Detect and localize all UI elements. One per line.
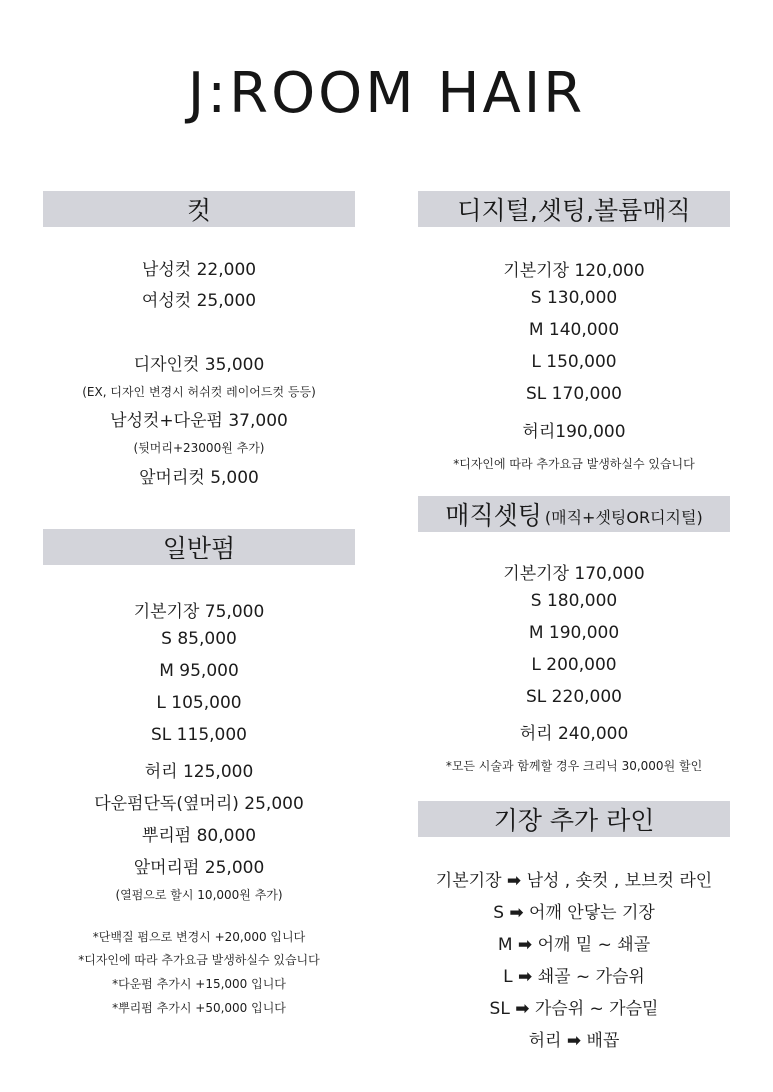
salon-title: J:ROOM HAIR [187,61,586,126]
perm-item: S 85,000 [161,629,237,649]
right-arrow-icon: ➡ [509,903,524,923]
length-row [388,962,760,987]
cut-header [43,191,355,227]
cut-item: 디자인컷 35,000 [133,355,265,375]
cut-item: 여성컷 25,000 [141,291,257,311]
length-row [388,1026,760,1051]
length-header-label: 기장 추가 라인 [493,806,655,835]
perm-header [43,529,355,565]
digital-item: M 140,000 [528,320,620,340]
length-desc: 배꼽 [586,1031,620,1051]
length-key: L [503,967,513,987]
perm-footnote: *디자인에 따라 추가요금 발생하실수 있습니다 [78,953,320,967]
length-desc: 어깨 안닿는 기장 [529,903,655,923]
length-key: 기본기장 [435,871,502,891]
digital-item: 기본기장 120,000 [503,261,645,281]
magic-item: M 190,000 [528,623,620,643]
perm-footnote: *단백질 펌으로 변경시 +20,000 입니다 [92,930,306,944]
digital-item: SL 170,000 [526,384,622,404]
cut-item: 남성컷+다운펌 37,000 [110,411,288,431]
length-key: SL [489,999,510,1019]
length-row [388,898,760,923]
digital-item: 허리190,000 [522,422,626,442]
right-arrow-icon: ➡ [515,999,530,1019]
length-header [418,801,730,837]
magic-note: *모든 시술과 함께할 경우 크리닉 30,000원 할인 [445,759,703,773]
perm-item: 허리 125,000 [144,762,254,782]
cut-item: 남성컷 22,000 [141,260,257,280]
magic-item: S 180,000 [530,591,618,611]
magic-header-sub: (매직+셋팅OR디지털) [544,507,703,527]
right-arrow-icon: ➡ [506,871,522,891]
perm-item: 앞머리펌 25,000 [133,858,265,878]
cut-header-label: 컷 [186,196,212,225]
cut-item: 앞머리컷 5,000 [139,468,259,488]
perm-item: 뿌리펌 80,000 [141,826,257,846]
digital-note: *디자인에 따라 추가요금 발생하실수 있습니다 [453,457,695,471]
magic-header-label: 매직셋팅 [445,501,542,530]
right-arrow-icon: ➡ [518,967,533,987]
right-arrow-icon: ➡ [566,1031,582,1051]
length-desc: 어깨 밑 ~ 쇄골 [537,935,651,955]
cut-note: (뒷머리+23000원 추가) [133,441,265,455]
length-row [388,866,760,891]
length-desc: 남성 , 숏컷 , 보브컷 라인 [526,871,713,891]
length-key: 허리 [528,1031,562,1051]
perm-header-label: 일반펌 [162,534,236,563]
length-key: M [497,935,513,955]
cut-note: (EX, 디자인 변경시 허쉬컷 레이어드컷 등등) [82,385,316,399]
perm-item: M 95,000 [159,661,239,681]
perm-item: SL 115,000 [151,725,247,745]
length-desc: 가슴위 ~ 가슴밑 [534,999,659,1019]
length-key: S [493,903,504,923]
magic-item: SL 220,000 [526,687,622,707]
length-row [388,930,760,955]
digital-header [418,191,730,227]
perm-item: 다운펌단독(옆머리) 25,000 [94,794,304,814]
magic-item: L 200,000 [531,655,617,675]
perm-footnote: *뿌리펌 추가시 +50,000 입니다 [112,1001,286,1015]
digital-item: L 150,000 [531,352,617,372]
right-arrow-icon: ➡ [517,935,533,955]
digital-item: S 130,000 [530,288,618,308]
perm-item: 기본기장 75,000 [133,602,265,622]
digital-header-label: 디지털,셋팅,볼륨매직 [457,196,691,225]
length-desc: 쇄골 ~ 가슴위 [537,967,645,987]
magic-item: 허리 240,000 [519,724,629,744]
length-row [388,994,760,1019]
magic-header [418,496,730,532]
perm-note: (열펌으로 할시 10,000원 추가) [115,888,283,902]
perm-footnote: *다운펌 추가시 +15,000 입니다 [112,977,286,991]
perm-item: L 105,000 [156,693,242,713]
magic-item: 기본기장 170,000 [503,564,645,584]
